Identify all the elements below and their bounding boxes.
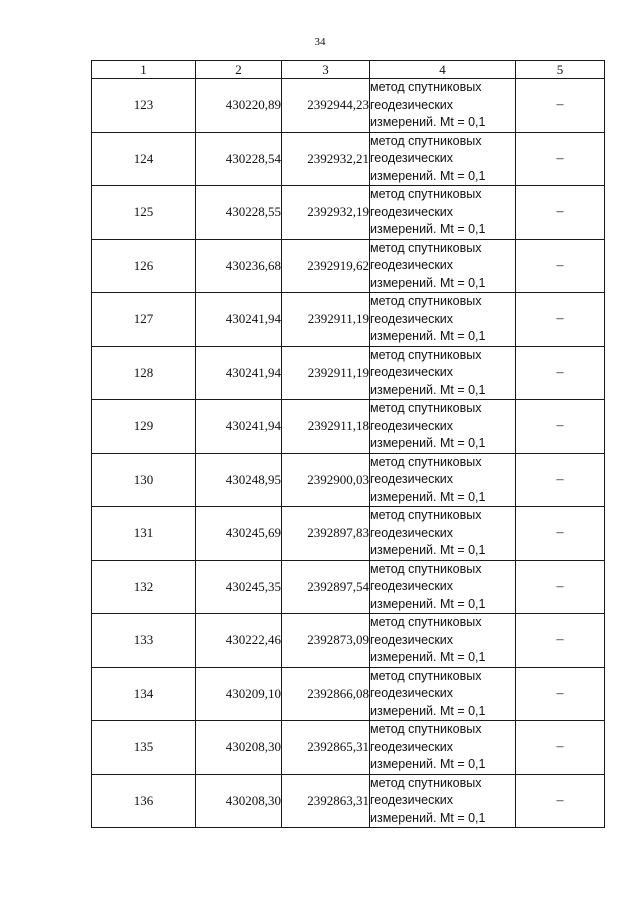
method-cell: метод спутниковых геодезических измерений. Mt = 0,1 [370, 560, 516, 614]
note-cell: – [516, 453, 605, 507]
note-cell: – [516, 721, 605, 775]
column-header-2: 2 [196, 61, 282, 79]
y-coordinate-cell: 2392919,62 [282, 239, 370, 293]
y-coordinate-cell: 2392911,18 [282, 400, 370, 454]
table-row [92, 774, 605, 828]
table-row [92, 293, 605, 347]
y-coordinate-cell: 2392897,54 [282, 560, 370, 614]
y-coordinate-cell: 2392944,23 [282, 79, 370, 133]
x-coordinate-cell: 430248,95 [196, 453, 282, 507]
y-coordinate-cell: 2392866,08 [282, 667, 370, 721]
x-coordinate-cell: 430241,94 [196, 346, 282, 400]
method-cell: метод спутниковых геодезических измерений. Mt = 0,1 [370, 186, 516, 240]
coordinates-table [91, 60, 605, 828]
y-coordinate-cell: 2392911,19 [282, 293, 370, 347]
point-number-cell: 136 [92, 774, 196, 828]
table-row [92, 560, 605, 614]
y-coordinate-cell: 2392911,19 [282, 346, 370, 400]
method-cell: метод спутниковых геодезических измерений. Mt = 0,1 [370, 79, 516, 133]
note-cell: – [516, 774, 605, 828]
point-number-cell: 132 [92, 560, 196, 614]
method-cell: метод спутниковых геодезических измерений. Mt = 0,1 [370, 132, 516, 186]
column-header-5: 5 [516, 61, 605, 79]
x-coordinate-cell: 430222,46 [196, 614, 282, 668]
x-coordinate-cell: 430241,94 [196, 293, 282, 347]
point-number-cell: 130 [92, 453, 196, 507]
note-cell: – [516, 132, 605, 186]
point-number-cell: 128 [92, 346, 196, 400]
y-coordinate-cell: 2392873,09 [282, 614, 370, 668]
table-row [92, 614, 605, 668]
point-number-cell: 135 [92, 721, 196, 775]
note-cell: – [516, 667, 605, 721]
method-cell: метод спутниковых геодезических измерений. Mt = 0,1 [370, 346, 516, 400]
column-header-3: 3 [282, 61, 370, 79]
x-coordinate-cell: 430208,30 [196, 721, 282, 775]
table-row [92, 721, 605, 775]
note-cell: – [516, 239, 605, 293]
method-cell: метод спутниковых геодезических измерений. Mt = 0,1 [370, 721, 516, 775]
note-cell: – [516, 507, 605, 561]
header-row [92, 61, 605, 79]
table-row [92, 132, 605, 186]
method-cell: метод спутниковых геодезических измерений. Mt = 0,1 [370, 293, 516, 347]
x-coordinate-cell: 430241,94 [196, 400, 282, 454]
column-header-1: 1 [92, 61, 196, 79]
method-cell: метод спутниковых геодезических измерений. Mt = 0,1 [370, 774, 516, 828]
table-row [92, 79, 605, 133]
x-coordinate-cell: 430245,35 [196, 560, 282, 614]
y-coordinate-cell: 2392932,19 [282, 186, 370, 240]
y-coordinate-cell: 2392863,31 [282, 774, 370, 828]
table-row [92, 239, 605, 293]
note-cell: – [516, 79, 605, 133]
x-coordinate-cell: 430228,54 [196, 132, 282, 186]
point-number-cell: 129 [92, 400, 196, 454]
table-row [92, 346, 605, 400]
note-cell: – [516, 346, 605, 400]
point-number-cell: 131 [92, 507, 196, 561]
y-coordinate-cell: 2392900,03 [282, 453, 370, 507]
point-number-cell: 123 [92, 79, 196, 133]
table-row [92, 400, 605, 454]
table-row [92, 667, 605, 721]
x-coordinate-cell: 430236,68 [196, 239, 282, 293]
table-body [92, 79, 605, 828]
note-cell: – [516, 614, 605, 668]
point-number-cell: 125 [92, 186, 196, 240]
note-cell: – [516, 400, 605, 454]
method-cell: метод спутниковых геодезических измерений. Mt = 0,1 [370, 507, 516, 561]
y-coordinate-cell: 2392865,31 [282, 721, 370, 775]
column-header-4: 4 [370, 61, 516, 79]
point-number-cell: 127 [92, 293, 196, 347]
x-coordinate-cell: 430245,69 [196, 507, 282, 561]
point-number-cell: 134 [92, 667, 196, 721]
method-cell: метод спутниковых геодезических измерений. Mt = 0,1 [370, 453, 516, 507]
table-header [92, 61, 605, 79]
method-cell: метод спутниковых геодезических измерений. Mt = 0,1 [370, 614, 516, 668]
method-cell: метод спутниковых геодезических измерений. Mt = 0,1 [370, 667, 516, 721]
method-cell: метод спутниковых геодезических измерений. Mt = 0,1 [370, 400, 516, 454]
note-cell: – [516, 293, 605, 347]
method-cell: метод спутниковых геодезических измерений. Mt = 0,1 [370, 239, 516, 293]
x-coordinate-cell: 430220,89 [196, 79, 282, 133]
table-row [92, 507, 605, 561]
x-coordinate-cell: 430208,30 [196, 774, 282, 828]
note-cell: – [516, 560, 605, 614]
y-coordinate-cell: 2392932,21 [282, 132, 370, 186]
point-number-cell: 124 [92, 132, 196, 186]
page-number: 34 [314, 36, 326, 48]
y-coordinate-cell: 2392897,83 [282, 507, 370, 561]
table-row [92, 453, 605, 507]
note-cell: – [516, 186, 605, 240]
x-coordinate-cell: 430209,10 [196, 667, 282, 721]
x-coordinate-cell: 430228,55 [196, 186, 282, 240]
table-row [92, 186, 605, 240]
point-number-cell: 133 [92, 614, 196, 668]
point-number-cell: 126 [92, 239, 196, 293]
